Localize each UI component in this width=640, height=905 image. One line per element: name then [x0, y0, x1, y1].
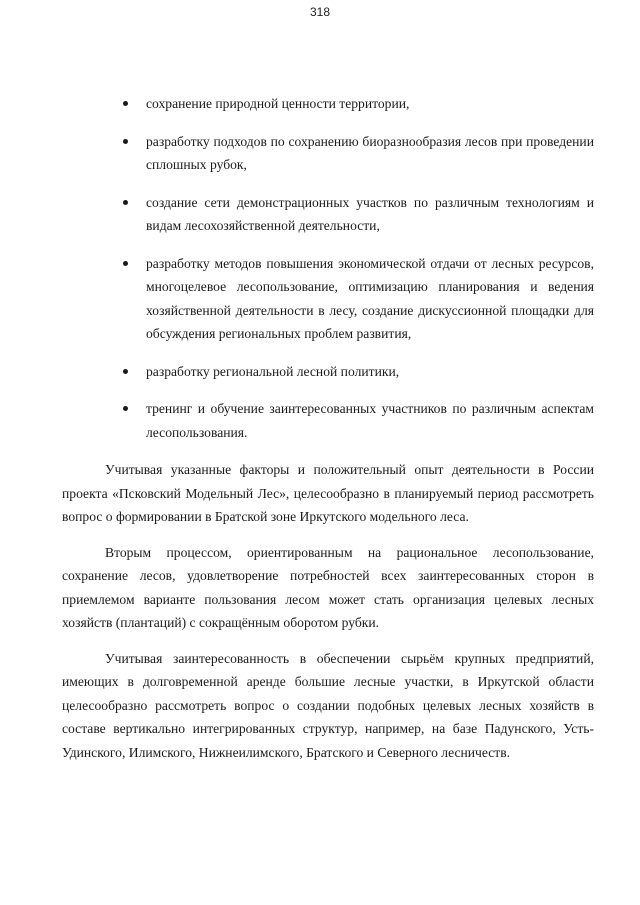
bullet-icon: [123, 139, 128, 144]
list-item-text: разработку методов повышения экономической отдачи от лесных ресурсов, многоцелевое лесопользование, оптимизацию планирования и ведения хозяйственной деятельности в лесу, создание дискуссионной площадки для обсуждения региональных проблем развития,: [146, 255, 594, 341]
list-item: [62, 92, 594, 116]
bullet-icon: [123, 369, 128, 374]
list-item-text: разработку региональной лесной политики,: [146, 363, 400, 379]
list-item: [62, 397, 594, 444]
bullet-icon: [123, 101, 128, 106]
list-item: [62, 252, 594, 346]
paragraph-irkutsk-forestries: Учитывая заинтересованность в обеспечении сырьём крупных предприятий, имеющих в долговременной аренде большие лесные участки, в Иркутской области целесообразно рассмотреть вопрос о создании подобных целевых лесных хозяйств в составе вертикально интегрированных структур, например, на базе Падунского, Усть-Удинского, Илимского, Нижнеилимского, Братского и Северного лесничеств.: [62, 650, 594, 760]
paragraph-model-forest: Учитывая указанные факторы и положительный опыт деятельности в России проекта «Псковский Модельный Лес», целесообразно в планируемый период рассмотреть вопрос о формировании в Братской зоне Иркутского модельного леса.: [62, 462, 594, 524]
list-item-text: создание сети демонстрационных участков по различным технологиям и видам лесохозяйственной деятельности,: [146, 194, 594, 233]
bullet-icon: [123, 261, 128, 266]
list-item: [62, 191, 594, 238]
bullet-list: [62, 92, 594, 444]
list-item: [62, 130, 594, 177]
list-item: [62, 360, 594, 384]
page-number: 318: [309, 5, 331, 19]
bullet-icon: [123, 200, 128, 205]
document-body: [62, 92, 594, 776]
bullet-icon: [123, 406, 128, 411]
list-item-text: разработку подходов по сохранению биоразнообразия лесов при проведении сплошных рубок,: [146, 133, 594, 172]
paragraph-plantations: Вторым процессом, ориентированным на рациональное лесопользование, сохранение лесов, удовлетворение потребностей всех заинтересованных сторон в приемлемом варианте пользования лесом может стать организация целевых лесных хозяйств (плантаций) с сокращённым оборотом рубки.: [62, 544, 594, 630]
list-item-text: тренинг и обучение заинтересованных участников по различным аспектам лесопользования.: [146, 401, 594, 440]
list-item-text: сохранение природной ценности территории,: [146, 96, 410, 111]
